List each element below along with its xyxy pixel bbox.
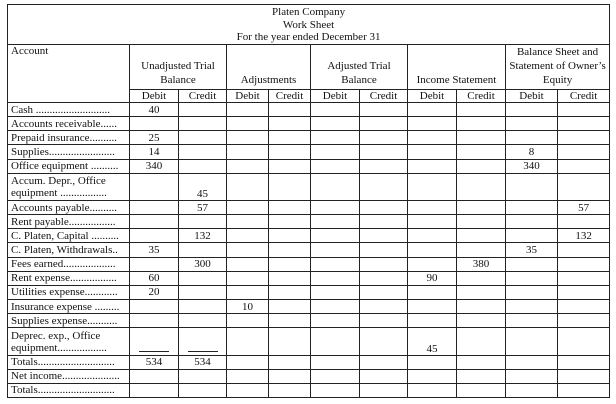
table-row (8, 285, 610, 299)
credit-cell (179, 117, 227, 131)
account-name: C. Platen, Capital .......... (8, 229, 130, 243)
account-name: Accounts payable.......... (8, 200, 130, 214)
debit-header: Debit (227, 90, 269, 103)
total-rule-line (188, 351, 218, 352)
debit-cell (311, 271, 360, 285)
account-name: Prepaid insurance.......... (8, 131, 130, 145)
credit-cell (360, 299, 408, 313)
worksheet-heading (8, 5, 610, 45)
credit-cell: 300 (179, 257, 227, 271)
table-row (8, 103, 610, 117)
table-row (8, 159, 610, 173)
debit-cell (311, 314, 360, 328)
credit-cell (360, 314, 408, 328)
account-name: Accounts receivable...... (8, 117, 130, 131)
credit-cell (269, 369, 311, 383)
debit-cell (408, 229, 457, 243)
debit-cell: 20 (130, 285, 179, 299)
debit-cell (311, 131, 360, 145)
credit-cell (360, 200, 408, 214)
debit-header: Debit (311, 90, 360, 103)
debit-cell (408, 103, 457, 117)
adjustments-header: Adjustments (227, 45, 311, 90)
debit-cell (408, 285, 457, 299)
debit-cell (506, 229, 558, 243)
table-row (8, 383, 610, 397)
account-name: Deprec. exp., Office equipment.................. (8, 328, 130, 355)
table-row (8, 328, 610, 355)
income-statement-header: Income Statement (408, 45, 506, 90)
table-row (8, 369, 610, 383)
table-row (8, 145, 610, 159)
debit-cell (408, 355, 457, 369)
credit-cell (360, 117, 408, 131)
debit-cell: 35 (130, 243, 179, 257)
debit-cell (408, 383, 457, 397)
credit-cell (457, 215, 506, 229)
credit-cell (457, 229, 506, 243)
credit-cell (179, 314, 227, 328)
debit-cell (227, 285, 269, 299)
credit-cell (457, 285, 506, 299)
debit-cell (506, 173, 558, 200)
credit-cell: 57 (179, 200, 227, 214)
credit-cell: 380 (457, 257, 506, 271)
debit-cell (506, 383, 558, 397)
debit-cell (311, 229, 360, 243)
account-name: Supplies expense........... (8, 314, 130, 328)
debit-cell (408, 200, 457, 214)
credit-cell (269, 355, 311, 369)
credit-cell (269, 103, 311, 117)
debit-cell (506, 299, 558, 313)
debit-cell: 10 (227, 299, 269, 313)
debit-cell (311, 355, 360, 369)
credit-cell (179, 131, 227, 145)
table-row (8, 229, 610, 243)
debit-cell (227, 145, 269, 159)
worksheet-body (8, 103, 610, 398)
credit-cell (558, 299, 610, 313)
debit-cell (227, 369, 269, 383)
credit-cell (179, 369, 227, 383)
account-column-header: Account (8, 45, 130, 103)
table-row (8, 355, 610, 369)
credit-cell (360, 215, 408, 229)
credit-header: Credit (558, 90, 610, 103)
debit-header: Debit (408, 90, 457, 103)
debit-cell (311, 328, 360, 355)
debit-header: Debit (130, 90, 179, 103)
debit-cell: 45 (408, 328, 457, 355)
debit-cell: 14 (130, 145, 179, 159)
debit-cell (408, 131, 457, 145)
credit-cell (269, 200, 311, 214)
credit-cell (558, 159, 610, 173)
credit-cell (269, 299, 311, 313)
debit-cell (130, 117, 179, 131)
credit-cell (360, 103, 408, 117)
table-row (8, 314, 610, 328)
credit-cell (558, 285, 610, 299)
credit-cell (360, 285, 408, 299)
debit-cell: 8 (506, 145, 558, 159)
debit-cell (227, 117, 269, 131)
debit-cell (130, 257, 179, 271)
debit-cell (506, 257, 558, 271)
debit-cell (408, 159, 457, 173)
credit-cell (457, 355, 506, 369)
debit-cell (311, 243, 360, 257)
debit-cell (130, 229, 179, 243)
credit-cell (457, 369, 506, 383)
credit-cell (360, 159, 408, 173)
account-name: Totals............................ (8, 355, 130, 369)
debit-cell (227, 383, 269, 397)
debit-cell (311, 285, 360, 299)
debit-cell: 90 (408, 271, 457, 285)
credit-cell (457, 173, 506, 200)
debit-cell: 35 (506, 243, 558, 257)
adjusted-trial-balance-header: Adjusted Trial Balance (311, 45, 408, 90)
credit-cell (179, 215, 227, 229)
debit-cell (311, 103, 360, 117)
debit-cell: 25 (130, 131, 179, 145)
credit-cell (360, 173, 408, 200)
account-name: Cash ........................... (8, 103, 130, 117)
credit-cell (558, 271, 610, 285)
credit-cell (269, 271, 311, 285)
credit-cell: 534 (179, 355, 227, 369)
table-row (8, 200, 610, 214)
credit-cell (360, 369, 408, 383)
table-row (8, 257, 610, 271)
credit-cell (269, 159, 311, 173)
credit-cell (179, 328, 227, 355)
debit-cell (506, 200, 558, 214)
debit-cell (506, 355, 558, 369)
credit-cell (269, 215, 311, 229)
debit-cell (311, 145, 360, 159)
balance-sheet-header: Balance Sheet and Statement of Owner’s Equity (506, 45, 610, 90)
credit-cell (179, 159, 227, 173)
credit-cell (269, 229, 311, 243)
debit-cell (227, 159, 269, 173)
credit-cell (179, 299, 227, 313)
debit-cell (130, 383, 179, 397)
account-name: Totals............................ (8, 383, 130, 397)
unadjusted-trial-balance-header: Unadjusted Trial Balance (130, 45, 227, 90)
credit-cell (558, 328, 610, 355)
account-name: Supplies........................ (8, 145, 130, 159)
credit-cell (457, 314, 506, 328)
credit-cell (269, 173, 311, 200)
debit-cell (227, 200, 269, 214)
account-name: Net income..................... (8, 369, 130, 383)
debit-cell (311, 159, 360, 173)
debit-cell: 534 (130, 355, 179, 369)
table-row (8, 117, 610, 131)
credit-cell (269, 383, 311, 397)
credit-cell (269, 131, 311, 145)
credit-cell (269, 328, 311, 355)
sheet-title: Work Sheet (282, 18, 335, 31)
debit-cell (311, 257, 360, 271)
debit-cell (408, 369, 457, 383)
debit-cell (506, 328, 558, 355)
credit-cell (558, 257, 610, 271)
worksheet-table (7, 4, 610, 398)
debit-cell (408, 117, 457, 131)
credit-cell (269, 117, 311, 131)
credit-cell (457, 200, 506, 214)
debit-cell (130, 299, 179, 313)
debit-cell (311, 173, 360, 200)
credit-header: Credit (179, 90, 227, 103)
debit-cell (506, 131, 558, 145)
debit-cell (408, 314, 457, 328)
credit-cell (457, 131, 506, 145)
credit-header: Credit (457, 90, 506, 103)
account-name: Rent payable................. (8, 215, 130, 229)
debit-cell (227, 215, 269, 229)
credit-cell (558, 215, 610, 229)
credit-cell (179, 285, 227, 299)
debit-cell (311, 215, 360, 229)
credit-cell (360, 145, 408, 159)
credit-cell (179, 271, 227, 285)
credit-cell (558, 355, 610, 369)
credit-cell (269, 285, 311, 299)
credit-cell (269, 243, 311, 257)
debit-cell (408, 243, 457, 257)
debit-cell (130, 328, 179, 355)
debit-cell (506, 103, 558, 117)
credit-cell (269, 145, 311, 159)
credit-cell (457, 328, 506, 355)
table-row (8, 299, 610, 313)
debit-cell (130, 369, 179, 383)
debit-cell (408, 257, 457, 271)
credit-cell (360, 131, 408, 145)
debit-cell (506, 314, 558, 328)
debit-cell (227, 173, 269, 200)
period-label: For the year ended December 31 (236, 31, 381, 43)
account-name: Fees earned................... (8, 257, 130, 271)
table-row (8, 215, 610, 229)
credit-cell (558, 314, 610, 328)
account-name: Office equipment .......... (8, 159, 130, 173)
debit-cell (227, 131, 269, 145)
credit-cell (457, 117, 506, 131)
debit-cell (227, 243, 269, 257)
table-row (8, 173, 610, 200)
credit-cell (457, 383, 506, 397)
debit-cell (311, 383, 360, 397)
debit-cell (506, 117, 558, 131)
credit-cell (179, 145, 227, 159)
credit-cell (360, 271, 408, 285)
debit-cell (311, 117, 360, 131)
credit-cell (558, 243, 610, 257)
account-name: Insurance expense ......... (8, 299, 130, 313)
table-row (8, 243, 610, 257)
credit-cell (269, 257, 311, 271)
debit-cell (227, 257, 269, 271)
credit-cell (457, 159, 506, 173)
debit-cell (311, 369, 360, 383)
debit-cell (130, 314, 179, 328)
credit-cell (269, 314, 311, 328)
debit-cell: 40 (130, 103, 179, 117)
account-name: Utilities expense............ (8, 285, 130, 299)
debit-cell (408, 173, 457, 200)
debit-cell (130, 173, 179, 200)
debit-cell (311, 299, 360, 313)
total-rule-line (139, 351, 169, 352)
credit-cell: 132 (179, 229, 227, 243)
credit-cell (360, 383, 408, 397)
credit-cell (457, 271, 506, 285)
debit-cell (130, 200, 179, 214)
debit-cell (408, 299, 457, 313)
debit-header: Debit (506, 90, 558, 103)
debit-cell: 60 (130, 271, 179, 285)
credit-cell (360, 328, 408, 355)
credit-cell (457, 299, 506, 313)
credit-cell (179, 383, 227, 397)
debit-cell (506, 271, 558, 285)
debit-cell (506, 215, 558, 229)
credit-cell (558, 103, 610, 117)
debit-cell (227, 314, 269, 328)
debit-cell (506, 285, 558, 299)
credit-cell (558, 117, 610, 131)
table-row (8, 131, 610, 145)
debit-cell (408, 145, 457, 159)
credit-cell (558, 173, 610, 200)
credit-cell (558, 131, 610, 145)
credit-cell (558, 369, 610, 383)
debit-cell (227, 328, 269, 355)
debit-cell (130, 215, 179, 229)
credit-cell (179, 103, 227, 117)
debit-cell: 340 (130, 159, 179, 173)
credit-cell (457, 103, 506, 117)
credit-cell (360, 229, 408, 243)
debit-cell (408, 215, 457, 229)
credit-cell: 57 (558, 200, 610, 214)
account-name: Rent expense................. (8, 271, 130, 285)
credit-cell: 132 (558, 229, 610, 243)
credit-header: Credit (269, 90, 311, 103)
credit-cell (457, 243, 506, 257)
debit-cell (227, 355, 269, 369)
debit-cell (506, 369, 558, 383)
debit-cell (311, 200, 360, 214)
company-name: Platen Company (272, 6, 346, 18)
credit-cell (360, 243, 408, 257)
account-name: C. Platen, Withdrawals.. (8, 243, 130, 257)
debit-cell (227, 271, 269, 285)
credit-cell (179, 243, 227, 257)
credit-cell (457, 145, 506, 159)
credit-header: Credit (360, 90, 408, 103)
account-name: Accum. Depr., Office equipment ................. (8, 173, 130, 200)
credit-cell (558, 145, 610, 159)
credit-cell (360, 257, 408, 271)
debit-cell (227, 229, 269, 243)
credit-cell: 45 (179, 173, 227, 200)
debit-cell: 340 (506, 159, 558, 173)
credit-cell (558, 383, 610, 397)
table-row (8, 271, 610, 285)
credit-cell (360, 355, 408, 369)
debit-cell (227, 103, 269, 117)
